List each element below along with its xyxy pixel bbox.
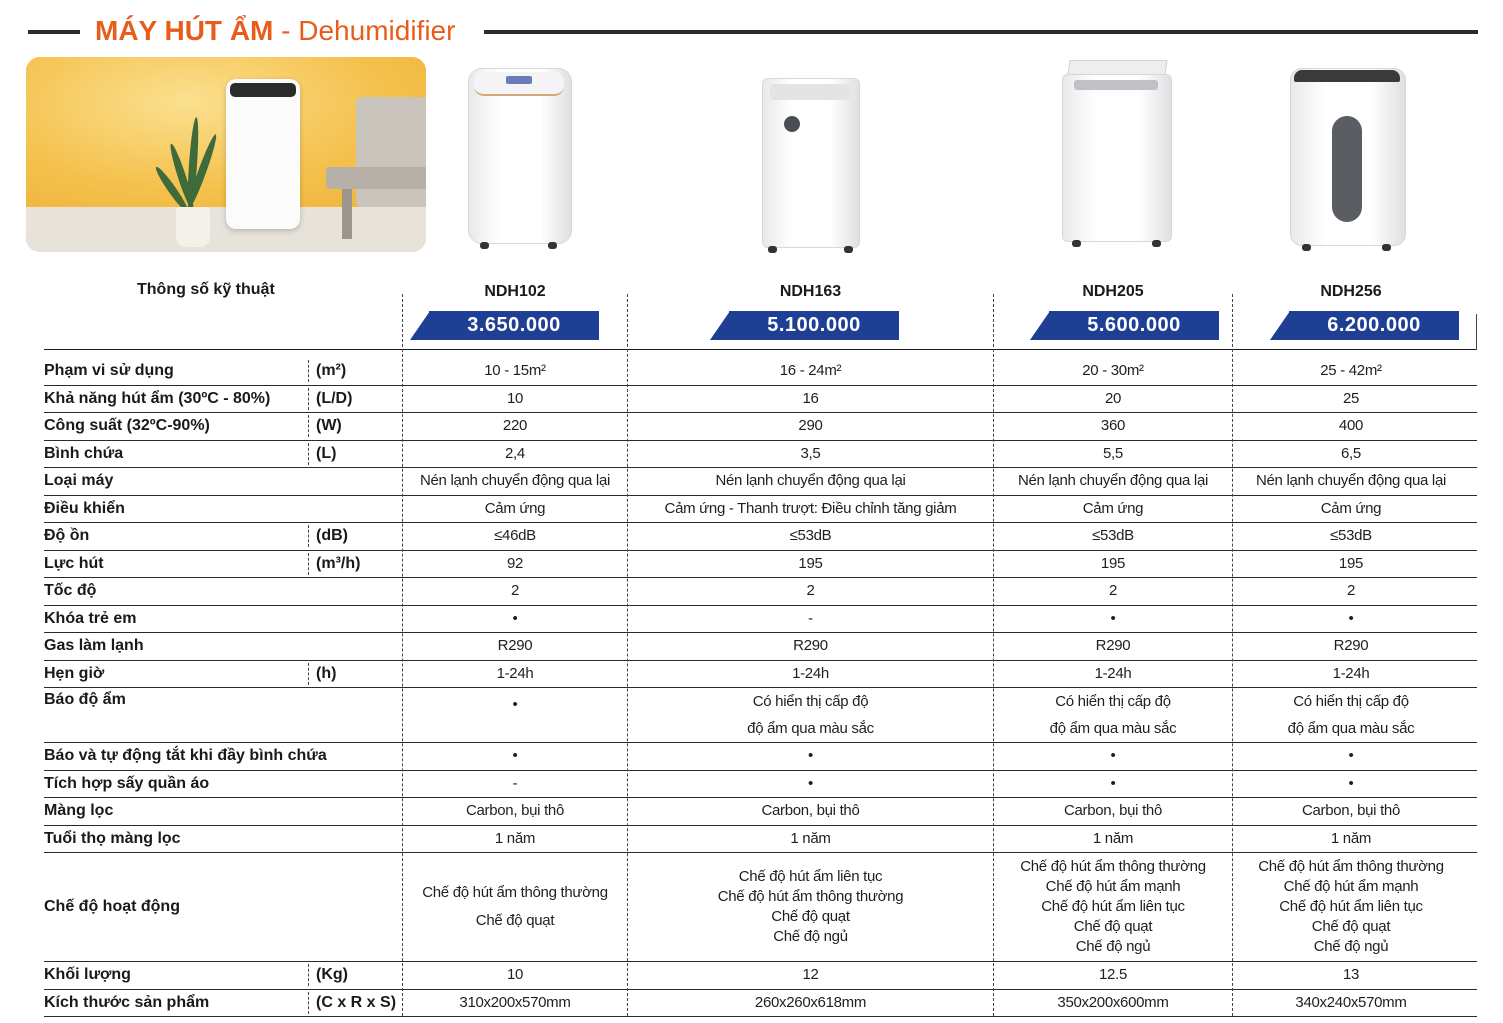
table-cell: Carbon, bụi thô bbox=[465, 802, 565, 819]
table-cell: 195 bbox=[798, 555, 823, 572]
table-cell: Cảm ứng bbox=[1082, 500, 1144, 517]
model-ndh163: NDH163 bbox=[779, 283, 842, 300]
row-label: Khóa trẻ em bbox=[44, 610, 137, 627]
table-cell: 310x200x570mm bbox=[459, 994, 571, 1011]
row-label: Lực hút bbox=[44, 555, 104, 572]
table-cell: • bbox=[512, 747, 518, 764]
table-cell: 5,5 bbox=[1103, 445, 1123, 462]
table-cell-line: độ ẩm qua màu sắc bbox=[1287, 720, 1415, 737]
table-cell-line: Chế độ ngủ bbox=[1075, 938, 1151, 955]
table-cell: 400 bbox=[1338, 417, 1364, 434]
table-cell-line: Chế độ hút ẩm thông thường bbox=[717, 888, 904, 905]
product-image-ndh256 bbox=[1290, 68, 1408, 252]
model-ndh256: NDH256 bbox=[1320, 283, 1382, 300]
table-cell: ≤46dB bbox=[494, 527, 536, 544]
table-cell: 10 - 15m² bbox=[484, 362, 546, 379]
table-cell-line: Chế độ hút ẩm mạnh bbox=[1283, 878, 1419, 895]
table-cell-line: độ ẩm qua màu sắc bbox=[747, 720, 874, 737]
table-cell: 1-24h bbox=[792, 665, 829, 682]
specs-heading: Thông số kỹ thuật bbox=[137, 281, 275, 298]
table-cell: 220 bbox=[502, 417, 528, 434]
table-cell: Nén lạnh chuyển động qua lại bbox=[1255, 472, 1447, 489]
table-cell: • bbox=[1348, 775, 1354, 792]
table-cell: • bbox=[1110, 610, 1116, 627]
table-cell-line: Có hiển thị cấp độ bbox=[752, 693, 869, 710]
table-cell: 16 - 24m² bbox=[779, 362, 842, 379]
table-cell-line: Có hiển thị cấp độ bbox=[1055, 693, 1171, 710]
table-cell: 20 - 30m² bbox=[1082, 362, 1144, 379]
product-image-ndh102 bbox=[468, 68, 572, 250]
table-cell: 195 bbox=[1100, 555, 1126, 572]
title-main: MÁY HÚT ẨM bbox=[95, 15, 274, 46]
table-cell: 1 năm bbox=[1092, 830, 1134, 847]
row-label: Khả năng hút ẩm (30ºC - 80%) bbox=[44, 390, 271, 407]
table-cell: Cảm ứng bbox=[484, 500, 546, 517]
page-title bbox=[95, 14, 455, 48]
price-badge-ndh205: 5.600.000 bbox=[1049, 311, 1219, 340]
table-cell: 92 bbox=[506, 555, 524, 572]
title-sub: Dehumidifier bbox=[298, 15, 456, 46]
table-cell: R290 bbox=[1095, 637, 1131, 654]
row-label: Tốc độ bbox=[44, 582, 97, 599]
table-cell: - bbox=[808, 610, 813, 627]
table-cell: - bbox=[512, 775, 518, 792]
table-cell: R290 bbox=[497, 637, 533, 654]
table-cell-line: độ ẩm qua màu sắc bbox=[1049, 720, 1177, 737]
table-cell: 1-24h bbox=[1332, 665, 1370, 682]
table-cell: Carbon, bụi thô bbox=[1063, 802, 1163, 819]
price-badge-ndh163: 5.100.000 bbox=[729, 311, 899, 340]
table-cell: 340x240x570mm bbox=[1295, 994, 1407, 1011]
table-cell: • bbox=[808, 775, 813, 792]
table-cell: 2 bbox=[510, 582, 520, 599]
table-cell-line: Chế độ hút ẩm liên tục bbox=[738, 868, 883, 885]
table-cell: 1-24h bbox=[496, 665, 534, 682]
table-cell: • bbox=[1348, 610, 1354, 627]
row-label: Bình chứa bbox=[44, 445, 124, 462]
product-image-ndh163 bbox=[762, 78, 862, 254]
table-cell: • bbox=[808, 747, 813, 764]
row-label: Điều khiển bbox=[44, 500, 125, 517]
row-unit: (C x R x S) bbox=[316, 994, 397, 1011]
model-ndh205: NDH205 bbox=[1082, 283, 1144, 300]
price-badge-ndh102: 3.650.000 bbox=[429, 311, 599, 340]
row-label: Loại máy bbox=[44, 472, 114, 489]
table-cell: • bbox=[512, 696, 518, 713]
model-ndh102: NDH102 bbox=[484, 283, 546, 300]
table-cell-line: Chế độ quạt bbox=[771, 908, 850, 925]
row-label: Màng lọc bbox=[44, 802, 114, 819]
table-cell: 260x260x618mm bbox=[754, 994, 867, 1011]
row-label: Chế độ hoạt động bbox=[44, 898, 180, 915]
price-badge-ndh256: 6.200.000 bbox=[1289, 311, 1459, 340]
table-cell-line: Chế độ hút ẩm thông thường bbox=[1258, 858, 1444, 875]
table-cell: 2 bbox=[1108, 582, 1118, 599]
table-cell bbox=[628, 688, 993, 742]
title-separator: - bbox=[273, 15, 299, 46]
table-cell: 2,4 bbox=[505, 445, 525, 462]
row-unit: (L) bbox=[316, 445, 337, 462]
table-cell: 25 bbox=[1342, 390, 1360, 407]
row-unit: (W) bbox=[316, 417, 342, 434]
row-label: Khối lượng bbox=[44, 966, 131, 983]
table-cell: Cảm ứng bbox=[1320, 500, 1382, 517]
row-label: Công suất (32ºC-90%) bbox=[44, 417, 210, 434]
table-cell-line: Chế độ ngủ bbox=[1313, 938, 1389, 955]
table-cell: ≤53dB bbox=[1330, 527, 1372, 544]
table-cell-line: Chế độ hút ẩm mạnh bbox=[1045, 878, 1181, 895]
row-unit: (Kg) bbox=[316, 966, 348, 983]
table-cell-line: Chế độ hút ẩm thông thường bbox=[422, 884, 608, 901]
table-cell-line: Chế độ hút ẩm liên tục bbox=[1041, 898, 1185, 915]
table-cell: 10 bbox=[506, 966, 524, 983]
table-cell: • bbox=[1110, 775, 1116, 792]
table-cell: 360 bbox=[1100, 417, 1126, 434]
table-cell-line: Chế độ quạt bbox=[475, 912, 555, 929]
table-cell: Nén lạnh chuyển động qua lại bbox=[1017, 472, 1209, 489]
row-label: Báo độ ẩm bbox=[44, 691, 126, 708]
row-label: Tích hợp sấy quần áo bbox=[44, 775, 210, 792]
row-label: Gas làm lạnh bbox=[44, 637, 144, 654]
row-unit: (L/D) bbox=[316, 390, 353, 407]
lifestyle-photo bbox=[26, 57, 426, 252]
table-cell: 1 năm bbox=[1330, 830, 1372, 847]
table-cell: R290 bbox=[793, 637, 828, 654]
table-cell-line: Chế độ ngủ bbox=[773, 928, 848, 945]
product-image-ndh205 bbox=[1062, 60, 1174, 248]
table-cell: 10 bbox=[506, 390, 524, 407]
table-cell bbox=[994, 857, 1232, 957]
table-cell bbox=[1233, 688, 1469, 742]
table-cell: Carbon, bụi thô bbox=[761, 802, 860, 819]
row-unit: (h) bbox=[316, 665, 337, 682]
table-cell-line: Chế độ quạt bbox=[1073, 918, 1153, 935]
table-cell: 12.5 bbox=[1099, 966, 1127, 983]
table-cell: • bbox=[1110, 747, 1116, 764]
table-cell: ≤53dB bbox=[789, 527, 832, 544]
row-label: Tuổi thọ màng lọc bbox=[44, 830, 181, 847]
table-cell: 13 bbox=[1342, 966, 1360, 983]
table-cell: • bbox=[512, 610, 518, 627]
table-cell: 20 bbox=[1104, 390, 1122, 407]
table-cell: 25 - 42m² bbox=[1320, 362, 1382, 379]
table-cell: 1-24h bbox=[1094, 665, 1132, 682]
table-cell: 350x200x600mm bbox=[1057, 994, 1169, 1011]
table-cell: Carbon, bụi thô bbox=[1301, 802, 1401, 819]
row-label: Kích thước sản phẩm bbox=[44, 994, 210, 1011]
table-cell bbox=[628, 867, 993, 947]
table-cell: 2 bbox=[1346, 582, 1356, 599]
table-cell: Nén lạnh chuyển động qua lại bbox=[419, 472, 611, 489]
dehumidifier-photo bbox=[226, 79, 300, 229]
table-cell-line: Chế độ hút ẩm thông thường bbox=[1020, 858, 1206, 875]
table-cell bbox=[404, 879, 626, 935]
table-cell: 1 năm bbox=[494, 830, 536, 847]
table-cell: 12 bbox=[802, 966, 819, 983]
table-cell: ≤53dB bbox=[1092, 527, 1134, 544]
table-cell-line: Có hiển thị cấp độ bbox=[1293, 693, 1409, 710]
table-cell bbox=[1233, 857, 1469, 957]
table-cell-line: Chế độ quạt bbox=[1311, 918, 1391, 935]
row-label: Độ ồn bbox=[44, 527, 90, 544]
header-rule-left bbox=[28, 30, 80, 34]
table-cell: 1 năm bbox=[790, 830, 831, 847]
table-cell: 195 bbox=[1338, 555, 1364, 572]
row-label: Báo và tự động tắt khi đầy bình chứa bbox=[44, 747, 327, 764]
table-cell: 3,5 bbox=[800, 445, 821, 462]
table-cell-line: Chế độ hút ẩm liên tục bbox=[1279, 898, 1423, 915]
table-cell: • bbox=[1348, 747, 1354, 764]
table-cell: 290 bbox=[798, 417, 823, 434]
table-cell: Nén lạnh chuyển động qua lại bbox=[715, 472, 906, 489]
table-cell bbox=[994, 688, 1232, 742]
table-cell: 2 bbox=[806, 582, 815, 599]
row-unit: (dB) bbox=[316, 527, 348, 544]
table-cell: Cảm ứng - Thanh trượt: Điều chỉnh tăng giảm bbox=[664, 500, 957, 517]
table-cell: 16 bbox=[802, 390, 819, 407]
table-cell: R290 bbox=[1333, 637, 1369, 654]
header-rule-right bbox=[484, 30, 1478, 34]
row-label: Phạm vi sử dụng bbox=[44, 362, 174, 379]
row-unit: (m³/h) bbox=[316, 555, 361, 572]
table-cell: 6,5 bbox=[1341, 445, 1361, 462]
row-label: Hẹn giờ bbox=[44, 665, 105, 682]
row-unit: (m²) bbox=[316, 362, 347, 379]
